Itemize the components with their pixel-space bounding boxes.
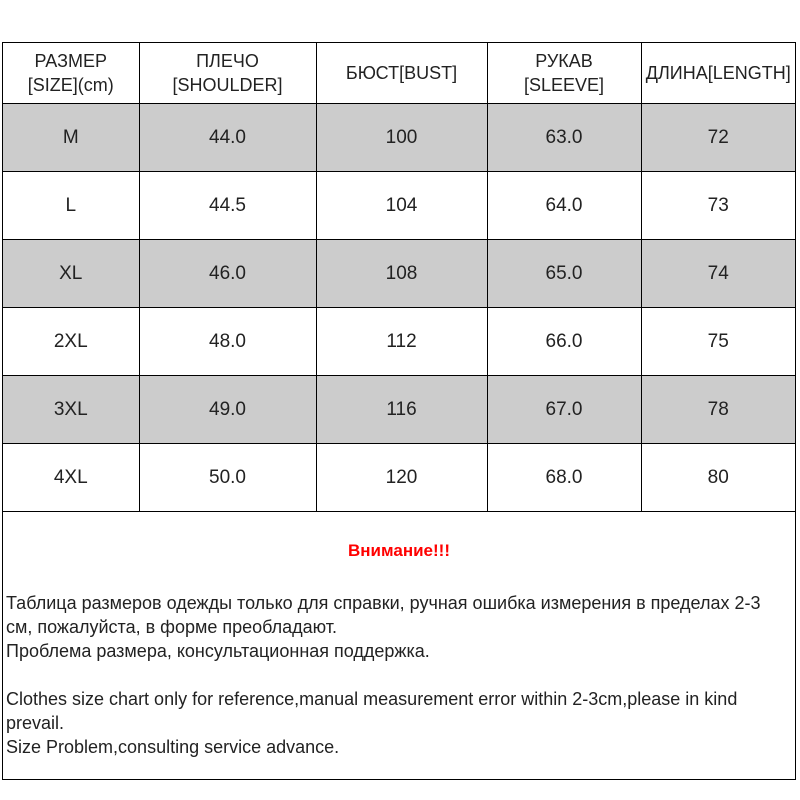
notice-ru-line-1: Таблица размеров одежды только для справки, ручная ошибка измерения в пределах 2-3 см, пожалуйста, в форме преобладают.	[6, 593, 761, 637]
notice-title: Внимание!!!	[348, 541, 450, 560]
notice-en-line-1: Clothes size chart only for reference,manual measurement error within 2-3cm,please in kind prevail.	[6, 689, 738, 733]
cell-length: 72	[641, 104, 795, 172]
cell-sleeve: 66.0	[487, 308, 641, 376]
notice-english	[3, 687, 795, 759]
cell-sleeve: 64.0	[487, 172, 641, 240]
cell-length: 78	[641, 376, 795, 444]
table-row	[3, 444, 795, 512]
cell-bust: 112	[316, 308, 487, 376]
cell-sleeve: 67.0	[487, 376, 641, 444]
size-chart-sheet	[2, 42, 796, 780]
cell-size: 2XL	[3, 308, 139, 376]
cell-bust: 104	[316, 172, 487, 240]
cell-shoulder: 44.5	[139, 172, 316, 240]
header-shoulder: ПЛЕЧО [SHOULDER]	[139, 43, 316, 104]
cell-size: 4XL	[3, 444, 139, 512]
notice-russian	[3, 591, 795, 663]
notice-ru-line-2: Проблема размера, консультационная поддержка.	[6, 641, 430, 661]
cell-shoulder: 46.0	[139, 240, 316, 308]
cell-shoulder: 48.0	[139, 308, 316, 376]
size-table	[3, 43, 795, 512]
cell-length: 80	[641, 444, 795, 512]
cell-bust: 116	[316, 376, 487, 444]
cell-sleeve: 65.0	[487, 240, 641, 308]
cell-length: 74	[641, 240, 795, 308]
cell-sleeve: 68.0	[487, 444, 641, 512]
table-row	[3, 308, 795, 376]
table-row	[3, 104, 795, 172]
table-row	[3, 172, 795, 240]
cell-bust: 100	[316, 104, 487, 172]
cell-shoulder: 49.0	[139, 376, 316, 444]
cell-bust: 120	[316, 444, 487, 512]
cell-size: 3XL	[3, 376, 139, 444]
table-row	[3, 240, 795, 308]
table-row	[3, 376, 795, 444]
cell-size: M	[3, 104, 139, 172]
header-length: ДЛИНА[LENGTH]	[641, 43, 795, 104]
cell-shoulder: 50.0	[139, 444, 316, 512]
table-header-row	[3, 43, 795, 104]
cell-bust: 108	[316, 240, 487, 308]
header-sleeve: РУКАВ [SLEEVE]	[487, 43, 641, 104]
cell-shoulder: 44.0	[139, 104, 316, 172]
header-size: РАЗМЕР [SIZE](cm)	[3, 43, 139, 104]
cell-length: 75	[641, 308, 795, 376]
header-bust: БЮСТ[BUST]	[316, 43, 487, 104]
notice-section	[3, 511, 795, 759]
cell-sleeve: 63.0	[487, 104, 641, 172]
cell-length: 73	[641, 172, 795, 240]
cell-size: L	[3, 172, 139, 240]
notice-en-line-2: Size Problem,consulting service advance.	[6, 737, 340, 757]
cell-size: XL	[3, 240, 139, 308]
